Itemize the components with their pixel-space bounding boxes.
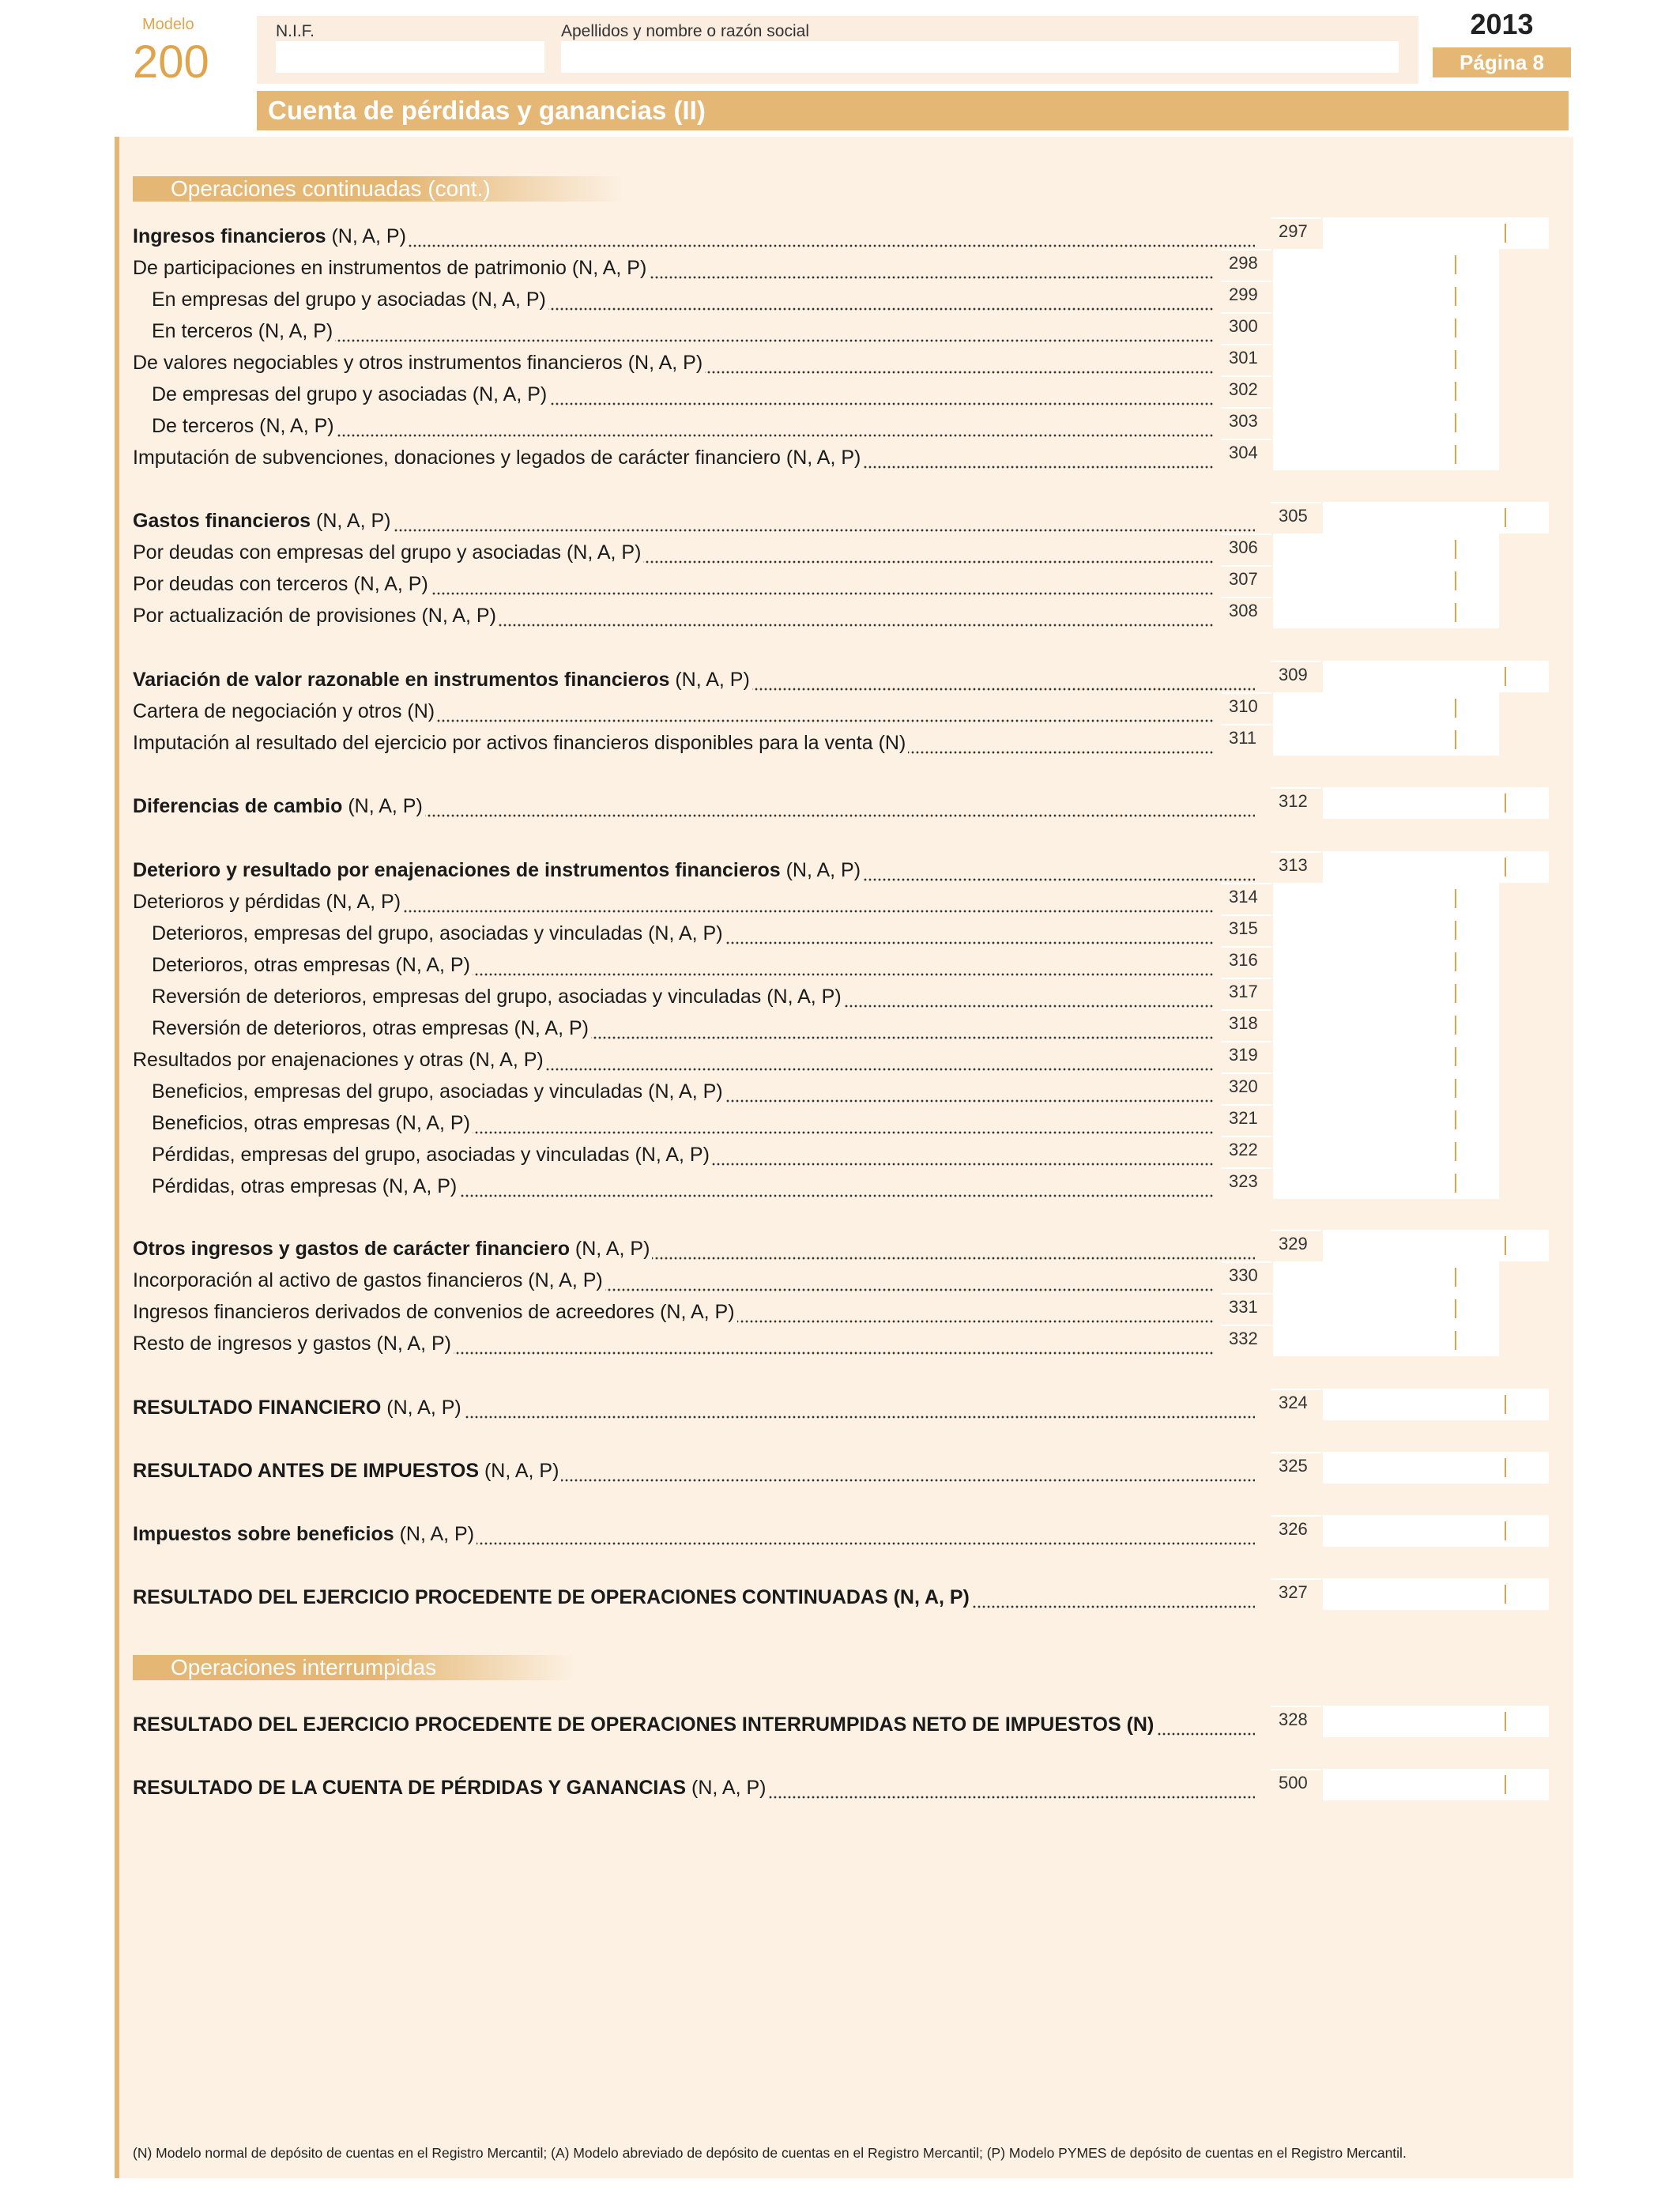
decimal-separator [1505,224,1506,243]
decimal-separator [1505,1775,1506,1794]
row-label: De participaciones en instrumentos de patrimonio (N, A, P) [133,257,647,279]
decimal-separator [1455,1079,1456,1098]
row-label-bold: RESULTADO ANTES DE IMPUESTOS [133,1460,480,1482]
row-label-bold: Ingresos financieros [133,225,326,247]
row-label: (N, A, P) [780,859,861,881]
decimal-separator [1505,508,1506,527]
amount-input-316[interactable] [1273,946,1499,978]
decimal-separator [1455,952,1456,971]
form-row-327 [133,1578,1557,1610]
amount-input-308[interactable] [1273,597,1499,628]
row-text [133,571,1213,597]
row-label: (N, A, P) [394,1523,475,1545]
form-row-305 [133,502,1557,533]
form-row-320 [133,1072,1557,1104]
box-code-304: 304 [1221,439,1271,470]
amount-input-304[interactable] [1273,439,1499,470]
row-label-bold: Diferencias de cambio [133,795,343,817]
decimal-separator [1455,1331,1456,1350]
row-text [133,889,1213,914]
row-label-bold: RESULTADO DEL EJERCICIO PROCEDENTE DE OPERACIONES INTERRUMPIDAS NETO DE IMPUESTOS (N) [133,1713,1155,1736]
row-text [133,540,1213,565]
decimal-separator [1455,699,1456,718]
amount-input-310[interactable] [1273,692,1499,724]
row-label: Resto de ingresos y gastos (N, A, P) [133,1333,451,1355]
form-row-310 [133,692,1557,724]
row-label: Ingresos financieros derivados de convenios de acreedores (N, A, P) [133,1301,735,1323]
footnote: (N) Modelo normal de depósito de cuentas en el Registro Mercantil; (A) Modelo abreviado de depósito de cuentas en el Registro Mercantil; (P) Modelo PYMES de depósito de cuentas en el Registro Mercantil. [133,2145,1407,2161]
row-label: (N, A, P) [479,1460,559,1482]
form-row-317 [133,978,1557,1009]
row-label: (N, A, P) [686,1777,767,1799]
row-text [133,1458,1255,1483]
decimal-separator [1455,1110,1456,1129]
identification-box [257,16,1418,84]
row-label: (N, A, P) [326,225,406,247]
decimal-separator [1455,540,1456,559]
form-row-311 [133,724,1557,756]
decimal-separator [1455,413,1456,432]
form-row-330 [133,1261,1557,1293]
box-code-299: 299 [1221,281,1271,312]
row-label-bold: RESULTADO FINANCIERO [133,1397,382,1419]
row-text [133,1268,1213,1293]
nombre-input[interactable] [561,41,1399,73]
row-text [133,1331,1213,1356]
box-code-332: 332 [1221,1325,1271,1356]
box-code-318: 318 [1221,1009,1271,1041]
row-text [152,952,1213,978]
row-label-bold: Otros ingresos y gastos de carácter financiero [133,1238,570,1260]
row-text [152,382,1213,407]
form-row-309 [133,661,1557,692]
amount-input-326[interactable] [1323,1515,1549,1547]
row-text [133,794,1255,819]
row-label: Por deudas con empresas del grupo y asociadas (N, A, P) [133,541,642,564]
row-label: Reversión de deterioros, otras empresas (N, A, P) [152,1017,590,1039]
box-code-325: 325 [1271,1452,1321,1483]
amount-input-323[interactable] [1273,1167,1499,1199]
form-row-299 [133,281,1557,312]
form-row-500 [133,1769,1557,1800]
row-text [133,1521,1255,1547]
box-code-302: 302 [1221,375,1271,407]
box-code-301: 301 [1221,344,1271,375]
amount-input-330[interactable] [1273,1261,1499,1293]
form-row-300 [133,312,1557,344]
form-row-318 [133,1009,1557,1041]
box-code-307: 307 [1221,565,1271,597]
row-text [152,1110,1213,1136]
decimal-separator [1505,1458,1506,1477]
form-row-329 [133,1230,1557,1261]
box-code-305: 305 [1271,502,1321,533]
form-row-297 [133,217,1557,249]
amount-input-332[interactable] [1273,1325,1499,1356]
row-text [133,508,1255,533]
decimal-separator [1455,571,1456,590]
row-label: Resultados por enajenaciones y otras (N, A, P) [133,1049,544,1071]
amount-input-319[interactable] [1273,1041,1499,1072]
row-label: De empresas del grupo y asociadas (N, A, P) [152,383,548,405]
form-row-326 [133,1515,1557,1547]
box-code-308: 308 [1221,597,1271,628]
form-row-319 [133,1041,1557,1072]
box-code-317: 317 [1221,978,1271,1009]
form-row-308 [133,597,1557,628]
box-code-500: 500 [1271,1769,1321,1800]
amount-input-328[interactable] [1323,1706,1549,1737]
row-text [133,1047,1213,1072]
row-label: De valores negociables y otros instrumentos financieros (N, A, P) [133,352,703,374]
box-code-314: 314 [1221,883,1271,914]
row-label: Beneficios, empresas del grupo, asociadas y vinculadas (N, A, P) [152,1080,723,1103]
amount-input-315[interactable] [1273,914,1499,946]
nombre-label: Apellidos y nombre o razón social [561,22,809,40]
decimal-separator [1505,1712,1506,1731]
box-code-313: 313 [1271,851,1321,883]
row-text [152,1174,1213,1199]
row-text [133,1236,1255,1261]
row-text [152,287,1213,312]
decimal-separator [1505,1236,1506,1255]
box-code-324: 324 [1271,1389,1321,1420]
row-label-bold: Deterioro y resultado por enajenaciones de instrumentos financieros [133,859,781,881]
row-text [152,1079,1213,1104]
form-row-328 [133,1706,1557,1737]
row-label: Reversión de deterioros, empresas del grupo, asociadas y vinculadas (N, A, P) [152,986,842,1008]
decimal-separator [1455,1047,1456,1066]
decimal-separator [1455,382,1456,401]
row-label-bold: RESULTADO DEL EJERCICIO PROCEDENTE DE OPERACIONES CONTINUADAS (N, A, P) [133,1586,970,1608]
row-label: (N, A, P) [381,1397,461,1419]
amount-input-321[interactable] [1273,1104,1499,1136]
row-text [152,984,1213,1009]
row-label: Por actualización de provisiones (N, A, P) [133,605,496,627]
form-row-325 [133,1452,1557,1483]
amount-input-297[interactable] [1323,217,1549,249]
decimal-separator [1455,730,1456,749]
row-label: En terceros (N, A, P) [152,320,333,342]
form-row-302 [133,375,1557,407]
amount-input-317[interactable] [1273,978,1499,1009]
row-text [133,1712,1255,1737]
decimal-separator [1505,1585,1506,1604]
form-row-332 [133,1325,1557,1356]
decimal-separator [1455,255,1456,274]
box-code-328: 328 [1271,1706,1321,1737]
box-code-306: 306 [1221,533,1271,565]
row-text [133,858,1255,883]
row-label: (N, A, P) [669,669,750,691]
decimal-separator [1455,1016,1456,1035]
form-row-313 [133,851,1557,883]
row-label: Deterioros y pérdidas (N, A, P) [133,891,401,913]
row-text [133,445,1213,470]
amount-input-302[interactable] [1273,375,1499,407]
decimal-separator [1455,1174,1456,1193]
row-text [133,667,1255,692]
year: 2013 [1470,8,1534,40]
amount-input-298[interactable] [1273,249,1499,281]
amount-input-305[interactable] [1323,502,1549,533]
row-text [152,319,1213,344]
box-code-323: 323 [1221,1167,1271,1199]
nif-label: N.I.F. [276,22,315,40]
box-code-297: 297 [1271,217,1321,249]
amount-input-331[interactable] [1273,1293,1499,1325]
amount-input-313[interactable] [1323,851,1549,883]
form-row-314 [133,883,1557,914]
row-text [133,1395,1255,1420]
row-label: (N, A, P) [311,510,391,532]
row-label-bold: Gastos financieros [133,510,311,532]
box-code-298: 298 [1221,249,1271,281]
decimal-separator [1455,889,1456,908]
box-code-312: 312 [1271,787,1321,819]
row-text [133,1775,1255,1800]
form-row-323 [133,1167,1557,1199]
page-title: Cuenta de pérdidas y ganancias (II) [257,91,1569,130]
box-code-300: 300 [1221,312,1271,344]
decimal-separator [1455,984,1456,1003]
amount-input-325[interactable] [1323,1452,1549,1483]
amount-input-303[interactable] [1273,407,1499,439]
decimal-separator [1455,603,1456,622]
row-label: (N, A, P) [342,795,423,817]
section-interrumpidas: Operaciones interrumpidas [133,1655,575,1680]
modelo-label: Modelo [142,16,194,33]
row-text [133,1585,1255,1610]
box-code-326: 326 [1271,1515,1321,1547]
amount-input-311[interactable] [1273,724,1499,756]
decimal-separator [1455,350,1456,369]
form-row-306 [133,533,1557,565]
row-label: Pérdidas, empresas del grupo, asociadas y vinculadas (N, A, P) [152,1144,710,1166]
row-text [133,255,1213,281]
row-label: Imputación al resultado del ejercicio por activos financieros disponibles para la venta (N) [133,732,906,754]
row-text [133,699,1213,724]
form-row-304 [133,439,1557,470]
form-row-301 [133,344,1557,375]
row-label: En empresas del grupo y asociadas (N, A, P) [152,288,546,311]
decimal-separator [1505,1521,1506,1540]
form-row-315 [133,914,1557,946]
form-row-322 [133,1136,1557,1167]
amount-input-299[interactable] [1273,281,1499,312]
row-label-bold: Impuestos sobre beneficios [133,1523,394,1545]
form-row-303 [133,407,1557,439]
amount-input-300[interactable] [1273,312,1499,344]
decimal-separator [1455,921,1456,940]
box-code-321: 321 [1221,1104,1271,1136]
row-label-bold: RESULTADO DE LA CUENTA DE PÉRDIDAS Y GANANCIAS [133,1777,687,1799]
box-code-310: 310 [1221,692,1271,724]
amount-input-500[interactable] [1323,1769,1549,1800]
decimal-separator [1505,667,1506,686]
box-code-309: 309 [1271,661,1321,692]
form-row-324 [133,1389,1557,1420]
row-label: Incorporación al activo de gastos financieros (N, A, P) [133,1269,603,1291]
form-row-331 [133,1293,1557,1325]
row-text [152,413,1213,439]
row-text [152,921,1213,946]
amount-input-327[interactable] [1323,1578,1549,1610]
decimal-separator [1455,319,1456,337]
form-row-307 [133,565,1557,597]
box-code-311: 311 [1221,724,1271,756]
decimal-separator [1505,1395,1506,1414]
amount-input-329[interactable] [1323,1230,1549,1261]
form-row-312 [133,787,1557,819]
decimal-separator [1455,1268,1456,1287]
section-continuadas: Operaciones continuadas (cont.) [133,176,623,202]
box-code-320: 320 [1221,1072,1271,1104]
amount-input-307[interactable] [1273,565,1499,597]
box-code-331: 331 [1221,1293,1271,1325]
box-code-315: 315 [1221,914,1271,946]
amount-input-320[interactable] [1273,1072,1499,1104]
row-text [133,603,1213,628]
amount-input-309[interactable] [1323,661,1549,692]
form-row-321 [133,1104,1557,1136]
row-text [133,350,1213,375]
row-text [133,1299,1213,1325]
row-label: Pérdidas, otras empresas (N, A, P) [152,1175,458,1197]
decimal-separator [1455,287,1456,306]
box-code-327: 327 [1271,1578,1321,1610]
form-row-298 [133,249,1557,281]
box-code-329: 329 [1271,1230,1321,1261]
box-code-316: 316 [1221,946,1271,978]
row-label: (N, A, P) [569,1238,650,1260]
amount-input-314[interactable] [1273,883,1499,914]
row-label: Por deudas con terceros (N, A, P) [133,573,428,595]
row-label: Deterioros, otras empresas (N, A, P) [152,954,470,976]
box-code-322: 322 [1221,1136,1271,1167]
amount-input-306[interactable] [1273,533,1499,565]
amount-input-324[interactable] [1323,1389,1549,1420]
nif-input[interactable] [276,41,544,73]
row-label: Beneficios, otras empresas (N, A, P) [152,1112,470,1134]
row-label-bold: Variación de valor razonable en instrumentos financieros [133,669,670,691]
amount-input-301[interactable] [1273,344,1499,375]
amount-input-318[interactable] [1273,1009,1499,1041]
modelo-number: 200 [133,36,209,88]
box-code-330: 330 [1221,1261,1271,1293]
row-text [152,1142,1213,1167]
decimal-separator [1455,1299,1456,1318]
row-label: Deterioros, empresas del grupo, asociadas y vinculadas (N, A, P) [152,922,723,944]
decimal-separator [1505,858,1506,876]
decimal-separator [1455,445,1456,464]
row-text [133,224,1255,249]
page-label: Página 8 [1433,47,1571,77]
row-label: De terceros (N, A, P) [152,415,334,437]
row-text [133,730,1213,756]
decimal-separator [1505,794,1506,812]
decimal-separator [1455,1142,1456,1161]
amount-input-312[interactable] [1323,787,1549,819]
row-text [152,1016,1213,1041]
box-code-319: 319 [1221,1041,1271,1072]
amount-input-322[interactable] [1273,1136,1499,1167]
box-code-303: 303 [1221,407,1271,439]
row-label: Imputación de subvenciones, donaciones y legados de carácter financiero (N, A, P) [133,447,861,469]
form-row-316 [133,946,1557,978]
row-label: Cartera de negociación y otros (N) [133,700,435,722]
